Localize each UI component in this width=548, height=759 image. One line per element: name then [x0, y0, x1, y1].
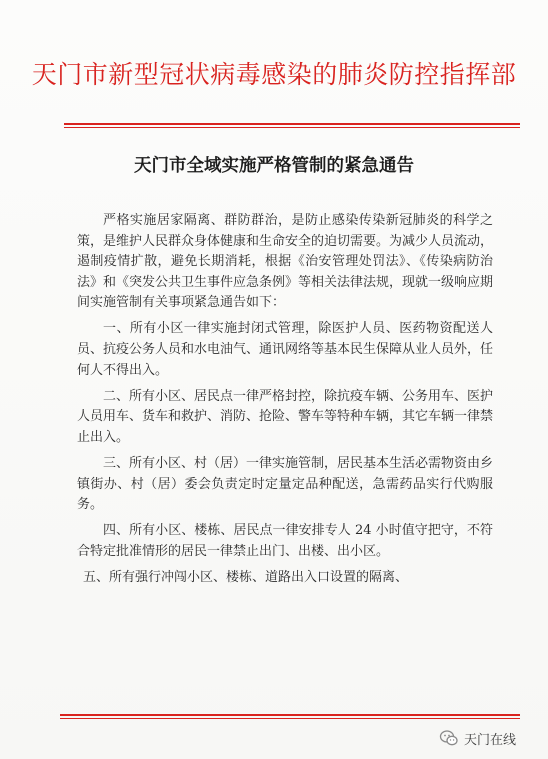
clause-paragraph-2: 二、所有小区、居民点一律严格封控，除抗疫车辆、公务用车、医护人员用车、货车和救护、消防、抢险、警车等特种车辆，其它车辆一律禁止出入。	[77, 388, 494, 445]
issuing-authority-header: 天门市新型冠状病毒感染的肺炎防控指挥部	[31, 60, 517, 89]
footer-divider-thin	[60, 718, 520, 719]
watermark-label: 天门在线	[464, 732, 517, 748]
source-watermark	[439, 727, 516, 749]
intro-paragraph: 严格实施居家隔离、群防群治，是防止感染传染新冠肺炎的科学之策，是维护人民群众身体健康和生命安全的迫切需要。为减少人员流动，遏制疫情扩散，避免长期消耗，根据《治安管理处罚法》、《传染病防治法》和《突发公共卫生事件应急条例》等相关法律法规，现就一级响应期间实施管制有关事项紧急通告如下：	[77, 213, 494, 311]
clause-paragraph-3: 三、所有小区、村（居）一律实施管制，居民基本生活必需物资由乡镇街办、村（居）委会负责定时定量定品种配送，急需药品实行代购服务。	[77, 456, 494, 513]
clause-paragraph-4: 四、所有小区、楼栋、居民点一律安排专人 24 小时值守把守，不符合特定批准情形的居民一律禁止出门、出楼、出小区。	[77, 523, 493, 559]
header-divider-thin	[64, 127, 520, 128]
header-divider-thick	[64, 123, 520, 125]
wechat-icon	[439, 728, 459, 748]
clause-paragraph-5: 五、所有强行冲闯小区、楼栋、道路出入口设置的隔离、	[83, 570, 409, 585]
notice-body	[77, 211, 493, 594]
notice-title: 天门市全域实施严格管制的紧急通告	[134, 156, 414, 176]
footer-divider-thick	[60, 714, 520, 716]
clause-paragraph-1: 一、所有小区一律实施封闭式管理，除医护人员、医药物资配送人员、抗疫公务人员和水电油气、通讯网络等基本民生保障从业人员外，任何人不得出入。	[77, 321, 494, 378]
